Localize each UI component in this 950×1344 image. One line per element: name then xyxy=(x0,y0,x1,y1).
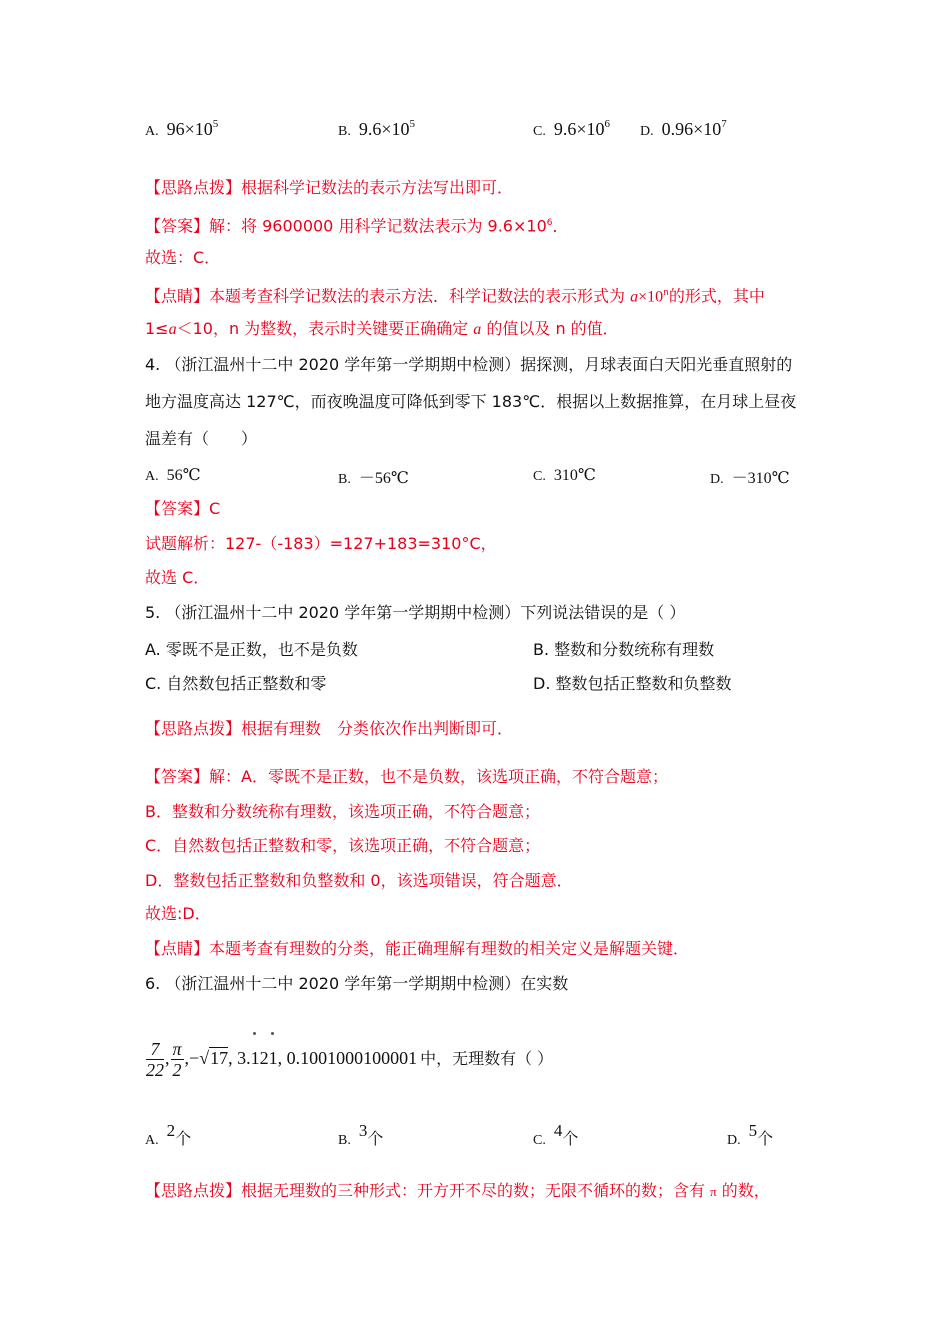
q5-answer-line4: D．整数包括正整数和负整数和 0，该选项错误，符合题意． xyxy=(145,871,573,890)
q5-answer-line2: B．整数和分数统称有理数，该选项正确，不符合题意； xyxy=(145,802,540,821)
option-label: D. xyxy=(640,124,654,139)
option-label: B. xyxy=(338,124,351,139)
comment-tag: 【点睛】 xyxy=(145,939,210,958)
option-value: $0.96\times 10^7$ xyxy=(661,118,727,139)
negative-sqrt-17: ,−√17 xyxy=(184,1048,229,1068)
q3-option-b xyxy=(338,118,415,140)
q4-answer: 【答案】C xyxy=(145,499,221,518)
hint-tag: 【思路点拨】 xyxy=(145,719,242,738)
q5-option-a: A. 零既不是正数，也不是负数 xyxy=(145,640,358,659)
q4-stem-line2: 地方温度高达 127℃，而夜晚温度可降低到零下 183℃．根据以上数据推算，在月球上昼夜 xyxy=(145,392,797,411)
q6-option-c: C.4个 xyxy=(533,1121,579,1148)
hint-tag: 【思路点拨】 xyxy=(145,1181,242,1200)
fraction-pi-2: $\frac{\pi}{2}$ xyxy=(172,1039,182,1080)
q3-comment-line1: 【点睛】本题考查科学记数法的表示方法．科学记数法的表示形式为 $a\times 10^n$的形式，其中 xyxy=(145,286,765,306)
q3-hint xyxy=(145,177,513,199)
q5-option-b: B. 整数和分数统称有理数 xyxy=(533,640,715,659)
q3-option-d xyxy=(640,118,727,140)
hint-text: 根据科学记数法的表示方法写出即可． xyxy=(241,178,514,197)
q5-answer-line3: C．自然数包括正整数和零，该选项正确，不符合题意； xyxy=(145,836,541,855)
fraction-7-22: $\frac{7}{22}$ xyxy=(146,1039,164,1080)
q4-option-c: C. 310℃ xyxy=(533,467,596,484)
q5-stem: 5. （浙江温州十二中 2020 学年第一学期期中检测）下列说法错误的是（ ） xyxy=(145,603,686,622)
repeating-decimal: , 3.121, 0.1001000100001 xyxy=(228,1048,417,1068)
q3-answer: 【答案】解：将 9600000 用科学记数法表示为 $9.6\times 10^6$． xyxy=(145,216,569,236)
q3-comment-line2: 1≤a＜10，n 为整数，表示时关键要正确确定 a 的值以及 n 的值． xyxy=(145,319,619,338)
q6-hint: 【思路点拨】根据无理数的三种形式：开方开不尽的数；无限不循环的数；含有 π 的数， xyxy=(145,1181,770,1200)
q4-stem-line1: 4. （浙江温州十二中 2020 学年第一学期期中检测）据探测，月球表面白天阳光垂直照射的 xyxy=(145,355,793,374)
option-value: $96\times 10^5$ xyxy=(166,118,219,139)
q4-option-d: D. －310℃ xyxy=(710,470,790,487)
option-label: C. xyxy=(533,124,546,139)
q4-choose: 故选 C． xyxy=(145,568,210,587)
q6-number-list: $\frac{7}{22}$ , $\frac{\pi}{2}$ ,−√17, 3.121, 0.1001000100001 中，无理数有（ ） xyxy=(145,1036,553,1081)
comment-tag: 【点睛】 xyxy=(145,286,210,306)
option-label: A. xyxy=(145,124,159,139)
answer-tag: 【答案】 xyxy=(145,499,210,518)
q6-stem: 6. （浙江温州十二中 2020 学年第一学期期中检测）在实数 xyxy=(145,974,569,993)
q5-option-c: C. 自然数包括正整数和零 xyxy=(145,674,327,693)
option-value: $9.6\times 10^5$ xyxy=(358,118,415,139)
q3-choose: 故选：C． xyxy=(145,248,221,267)
q6-stem-tail: 中，无理数有（ ） xyxy=(420,1049,554,1068)
answer-tag: 【答案】 xyxy=(145,216,210,236)
option-value: $9.6\times 10^6$ xyxy=(553,118,610,139)
q4-stem-line3: 温差有（ ） xyxy=(145,429,258,448)
q5-comment: 【点睛】本题考查有理数的分类，能正确理解有理数的相关定义是解题关键． xyxy=(145,939,690,958)
q5-choose: 故选:D． xyxy=(145,904,211,923)
q6-option-a: A.2个 xyxy=(145,1121,192,1148)
q3-option-a xyxy=(145,118,218,140)
q4-option-b: B. －56℃ xyxy=(338,470,409,487)
q5-answer-line1: 【答案】解：A．零既不是正数，也不是负数，该选项正确，不符合题意； xyxy=(145,767,668,786)
q3-option-c xyxy=(533,118,610,140)
q4-option-a: A. 56℃ xyxy=(145,467,201,484)
hint-tag: 【思路点拨】 xyxy=(145,178,242,197)
q6-option-b: B.3个 xyxy=(338,1121,384,1148)
answer-tag: 【答案】 xyxy=(145,767,210,786)
q6-option-d: D.5个 xyxy=(727,1121,774,1148)
q4-analysis: 试题解析：127-（-183）=127+183=310°C， xyxy=(145,534,497,553)
q5-option-d: D. 整数包括正整数和负整数 xyxy=(533,674,732,693)
q5-hint: 【思路点拨】根据有理数 分类依次作出判断即可． xyxy=(145,719,514,738)
